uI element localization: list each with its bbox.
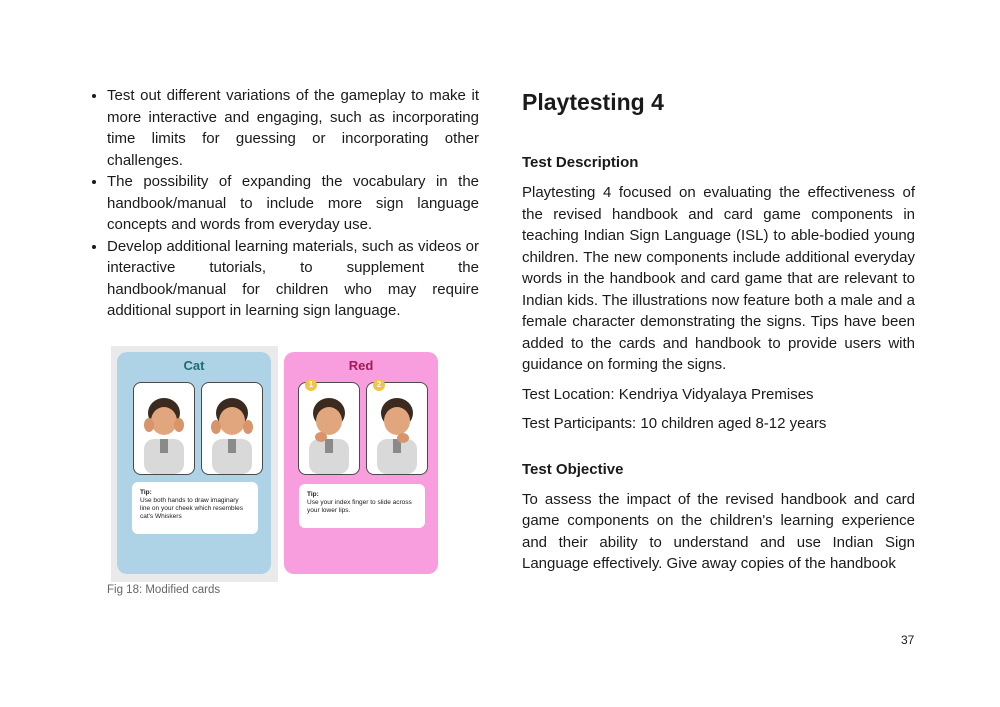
- test-description-text: Playtesting 4 focused on evaluating the effectiveness of the revised handbook and card game components in teaching Indian Sign Language (ISL) to able-bodied young children. The new components include additional everyday words in the handbook and card game that are relevant to Indian kids. The illustrations now feature both a male and a female character demonstrating the signs. Tips have been added to the cards and handbook to provide users with guidance on forming the signs.: [522, 184, 915, 373]
- tip-label: Tip:: [140, 489, 152, 496]
- figure-caption: Fig 18: Modified cards: [107, 584, 221, 596]
- child-illustration: [366, 382, 428, 475]
- tip-box: [132, 482, 258, 534]
- test-description-heading: Test Description: [522, 154, 639, 171]
- cat-card: [117, 352, 271, 574]
- test-participants: Test Participants: 10 children aged 8-12 years: [522, 415, 827, 432]
- list-item: • The possibility of expanding the vocabulary in the handbook/manual to include more sign language concepts and words from everyday use.: [107, 171, 479, 236]
- tip-label: Tip:: [307, 491, 319, 498]
- tip-box: [299, 484, 425, 528]
- step-number-badge: 2: [373, 379, 385, 391]
- test-objective-heading: Test Objective: [522, 460, 624, 478]
- child-illustration: [133, 382, 195, 475]
- tip-text: Use both hands to draw imaginary line on your cheek which resembles cat's Whiskers: [140, 497, 243, 520]
- test-objective-text: To assess the impact of the revised handbook and card game components on the children's learning experience and their ability to understand and use Indian Sign Language effectively. Give away copies of the handbook: [522, 490, 915, 572]
- step-number-badge: 1: [305, 379, 317, 391]
- left-column: [85, 85, 479, 322]
- card-title: Cat: [183, 358, 205, 373]
- card-title: Red: [348, 358, 374, 373]
- list-item: • Test out different variations of the gameplay to make it more interactive and engaging, such as incorporating time limits for guessing or incorporating other challenges.: [107, 85, 479, 171]
- page-number: 37: [901, 633, 915, 647]
- test-location: Test Location: Kendriya Vidyalaya Premises: [522, 385, 814, 403]
- recommendation-list: [85, 85, 479, 322]
- red-card: [284, 352, 438, 574]
- child-illustration: [298, 382, 360, 475]
- right-column: [522, 85, 915, 575]
- child-illustration: [201, 382, 263, 475]
- page-title: Playtesting 4: [522, 89, 664, 115]
- list-item: • Develop additional learning materials, such as videos or interactive tutorials, to supplement the handbook/manual for children who may require additional support in learning sign language.: [107, 236, 479, 322]
- modified-cards-figure: [111, 346, 443, 582]
- tip-text: Use your index finger to slide across your lower lips.: [307, 499, 412, 514]
